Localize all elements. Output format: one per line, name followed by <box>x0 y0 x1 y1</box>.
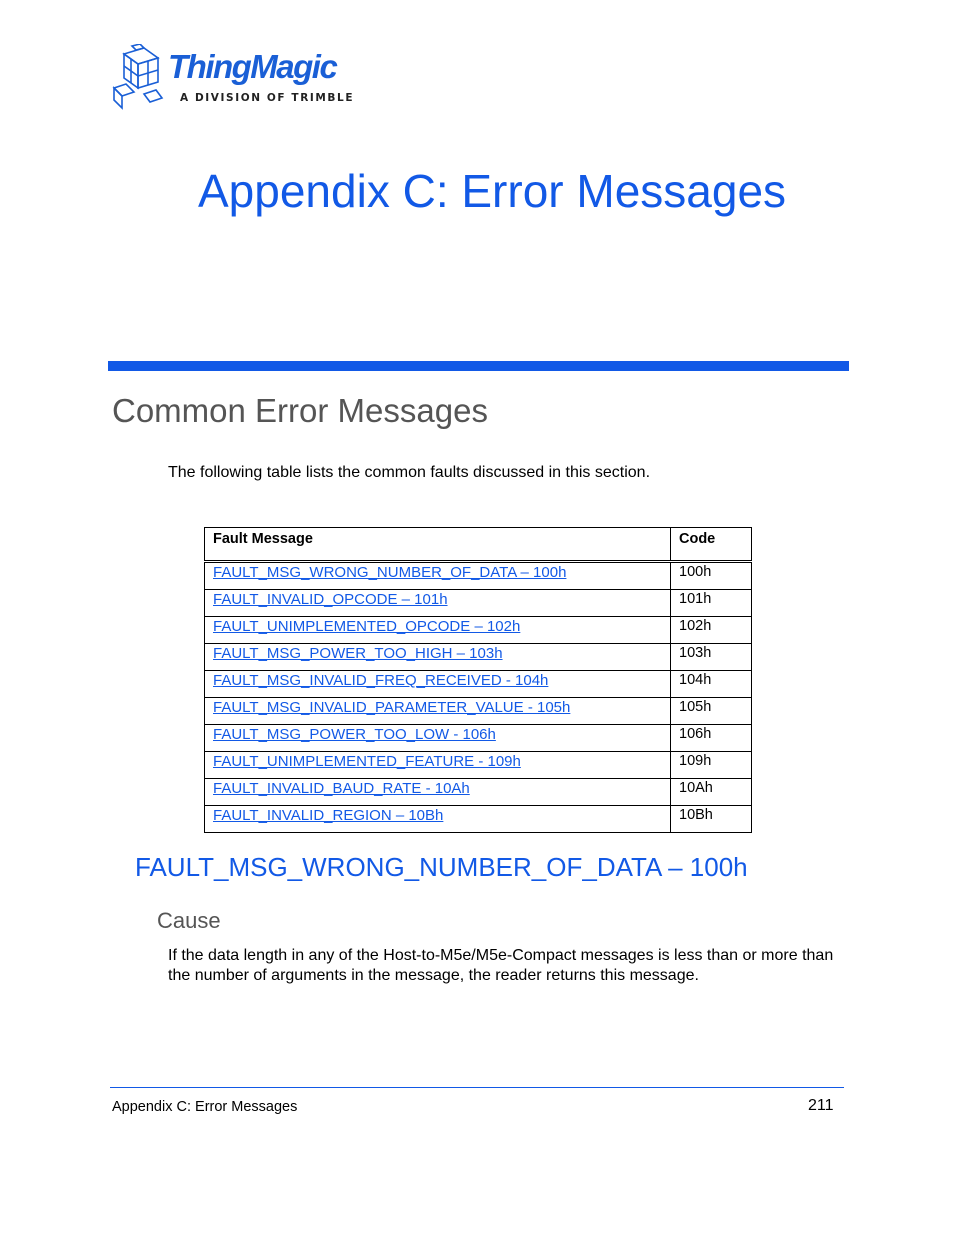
fault-code-cell: 106h <box>671 725 752 752</box>
fault-code-cell: 105h <box>671 698 752 725</box>
stacked-cube-logo-icon <box>110 44 166 114</box>
fault-message-cell <box>205 671 671 698</box>
page-number: 211 <box>808 1097 834 1114</box>
fault-message-cell <box>205 617 671 644</box>
fault-message-link[interactable]: FAULT_UNIMPLEMENTED_FEATURE - 109h <box>213 753 521 770</box>
fault-message-link[interactable]: FAULT_MSG_POWER_TOO_LOW - 106h <box>213 726 496 743</box>
fault-message-cell <box>205 590 671 617</box>
thingmagic-logo <box>110 44 355 116</box>
fault-message-link[interactable]: FAULT_MSG_INVALID_FREQ_RECEIVED - 104h <box>213 672 549 689</box>
fault-message-link[interactable]: FAULT_MSG_INVALID_PARAMETER_VALUE - 105h <box>213 699 571 716</box>
footer-chapter-title: Appendix C: Error Messages <box>112 1099 298 1115</box>
intro-paragraph: The following table lists the common faults discussed in this section. <box>168 464 651 481</box>
fault-message-cell <box>205 806 671 833</box>
fault-code-cell: 104h <box>671 671 752 698</box>
fault-code-cell: 10Bh <box>671 806 752 833</box>
column-header-code: Code <box>671 528 752 562</box>
table-row <box>205 779 752 806</box>
table-row <box>205 671 752 698</box>
table-row <box>205 562 752 590</box>
page-title: Appendix C: Error Messages <box>198 165 787 217</box>
table-row <box>205 806 752 833</box>
fault-message-link[interactable]: FAULT_INVALID_OPCODE – 101h <box>213 591 448 608</box>
footer-divider <box>110 1087 844 1088</box>
table-header-row <box>205 528 752 562</box>
fault-code-cell: 109h <box>671 752 752 779</box>
logo-tagline: A DIVISION OF TRIMBLE <box>180 92 355 104</box>
fault-code-cell: 102h <box>671 617 752 644</box>
section-divider <box>108 361 849 371</box>
fault-message-cell <box>205 752 671 779</box>
logo-wordmark: ThingMagic <box>168 48 337 85</box>
fault-table <box>204 527 752 833</box>
fault-code-cell: 101h <box>671 590 752 617</box>
fault-code-cell: 10Ah <box>671 779 752 806</box>
subsection-title: FAULT_MSG_WRONG_NUMBER_OF_DATA – 100h <box>135 852 748 882</box>
section-title: Common Error Messages <box>112 392 488 429</box>
table-row <box>205 617 752 644</box>
fault-message-link[interactable]: FAULT_MSG_POWER_TOO_HIGH – 103h <box>213 645 503 662</box>
table-row <box>205 698 752 725</box>
fault-message-link[interactable]: FAULT_MSG_WRONG_NUMBER_OF_DATA – 100h <box>213 564 567 581</box>
table-row <box>205 725 752 752</box>
fault-message-cell <box>205 698 671 725</box>
fault-code-cell: 103h <box>671 644 752 671</box>
table-row <box>205 752 752 779</box>
fault-message-link[interactable]: FAULT_UNIMPLEMENTED_OPCODE – 102h <box>213 618 521 635</box>
cause-heading: Cause <box>157 908 221 933</box>
cause-paragraph: If the data length in any of the Host-to-M5e/M5e-Compact messages is less than or more than the number of arguments in the message, the reader returns this message. <box>168 947 834 984</box>
table-row <box>205 644 752 671</box>
fault-message-link[interactable]: FAULT_INVALID_REGION – 10Bh <box>213 807 444 824</box>
fault-message-cell <box>205 779 671 806</box>
column-header-fault-message: Fault Message <box>205 528 671 562</box>
table-row <box>205 590 752 617</box>
fault-message-link[interactable]: FAULT_INVALID_BAUD_RATE - 10Ah <box>213 780 470 797</box>
fault-message-cell <box>205 644 671 671</box>
fault-code-cell: 100h <box>671 562 752 590</box>
fault-message-cell <box>205 562 671 590</box>
fault-message-cell <box>205 725 671 752</box>
